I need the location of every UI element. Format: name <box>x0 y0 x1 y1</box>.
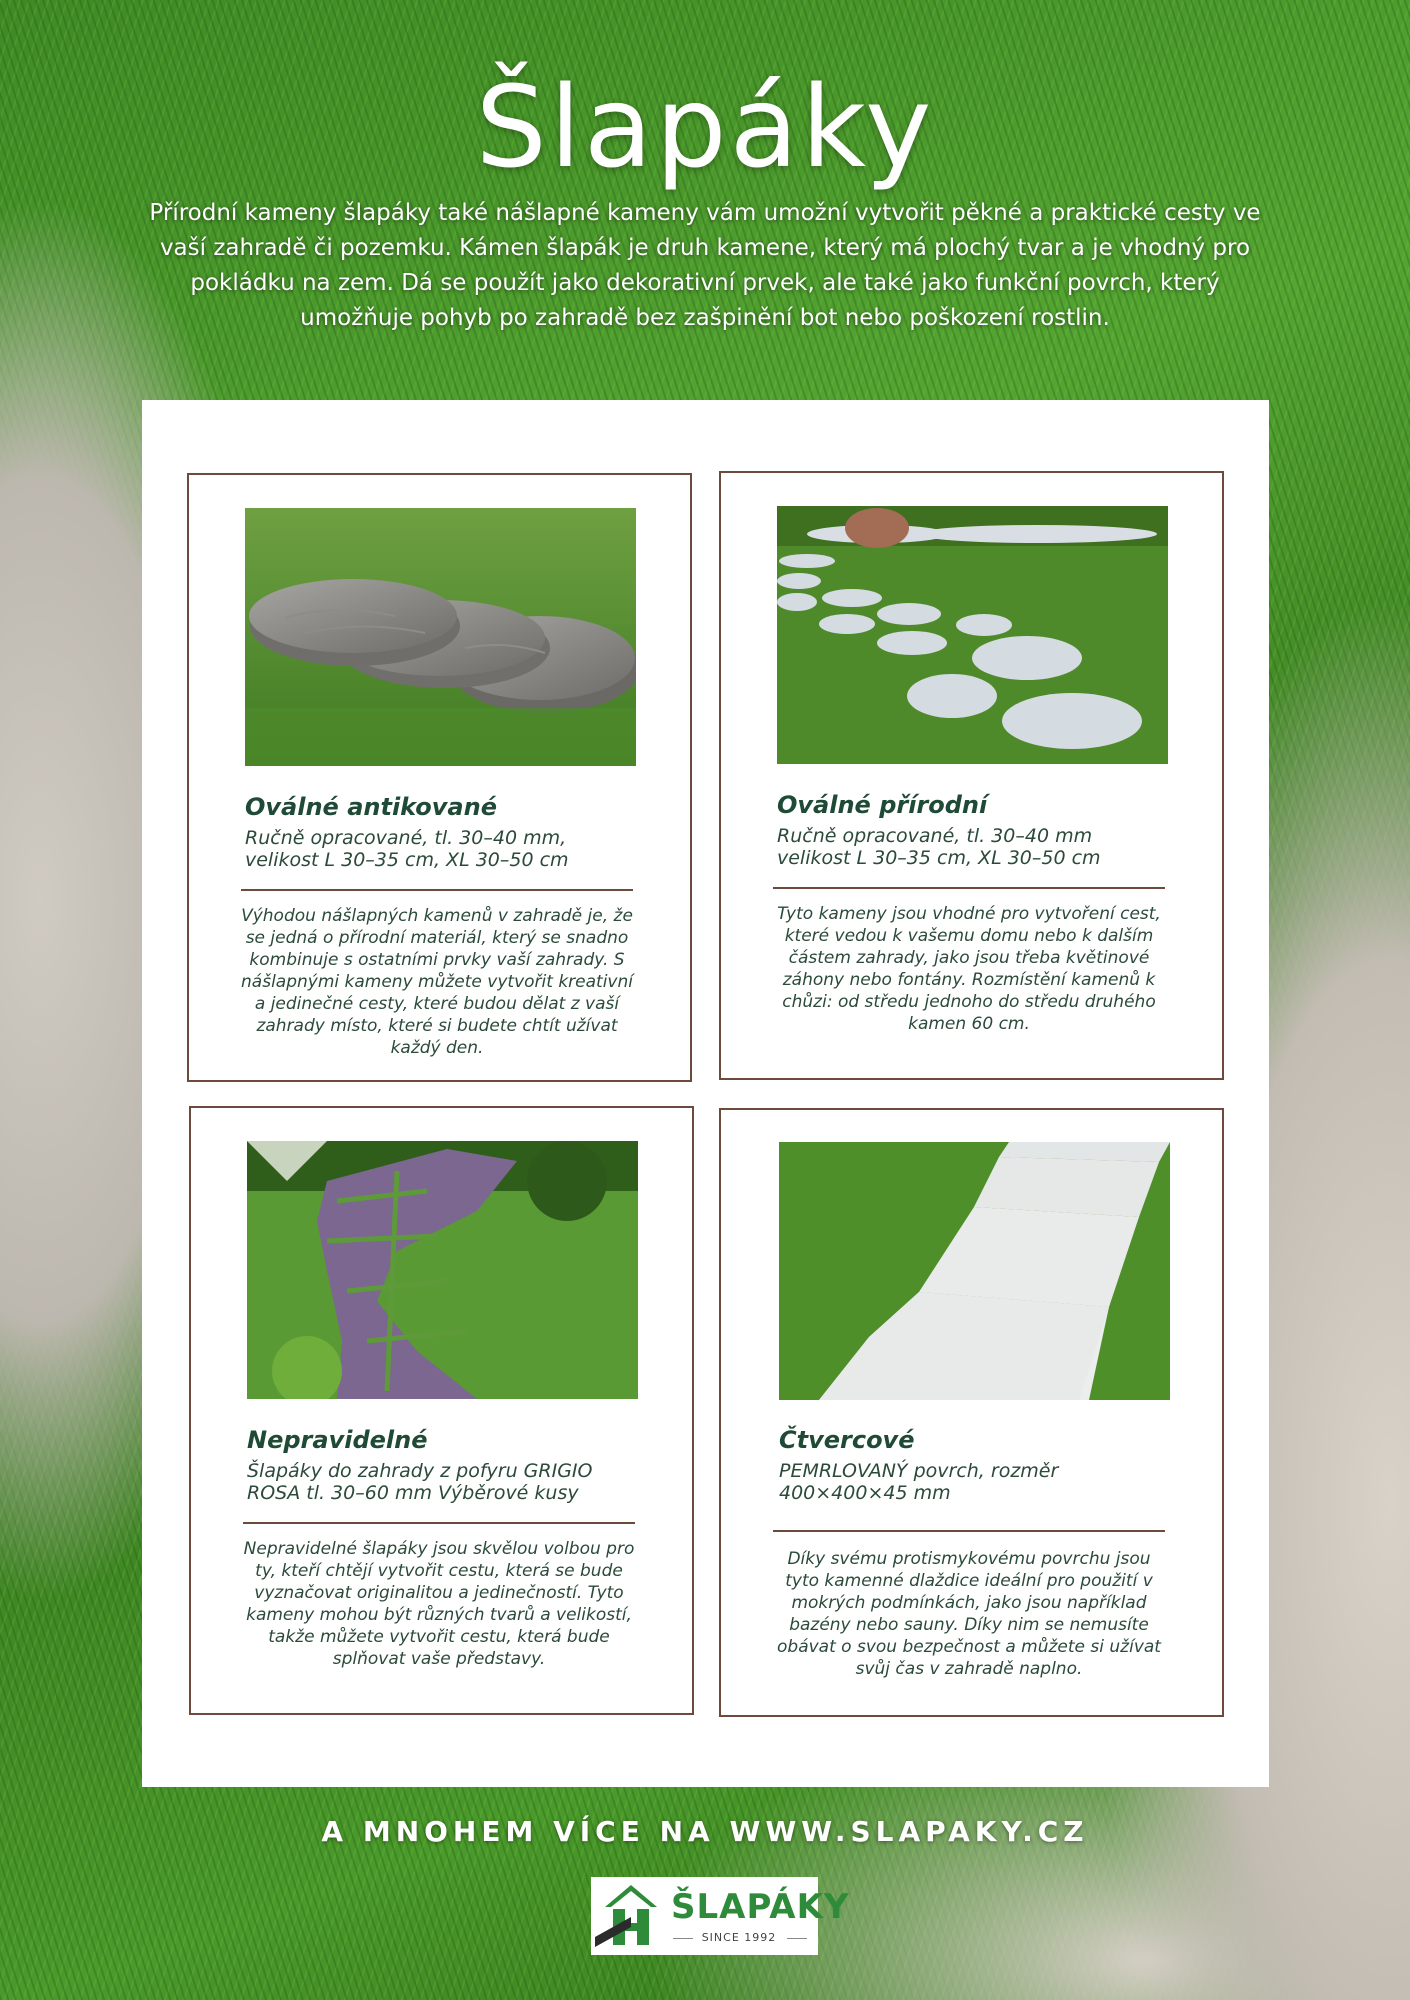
product-title: Oválné přírodní <box>777 791 988 819</box>
product-title: Nepravidelné <box>247 1426 428 1454</box>
logo-wordmark: ŠLAPÁKY <box>671 1887 850 1927</box>
product-description: Nepravidelné šlapáky jsou skvělou volbou pro ty, kteří chtějí vytvořit cestu, která se bude vyznačovat originalitou a jedinečností. Tyto kameny mohou být různých tvarů a velikostí, takže můžete vytvořit cestu, která bude splňovat vaše představy. <box>243 1539 635 1669</box>
product-spec: Ručně opracované, tl. 30–40 mm, velikost L 30–35 cm, XL 30–50 cm <box>245 827 569 871</box>
company-logo <box>591 1877 850 1955</box>
product-spec: Ručně opracované, tl. 30–40 mm velikost L 30–35 cm, XL 30–50 cm <box>777 825 1101 869</box>
product-card-irregular <box>189 1106 694 1715</box>
product-description: Výhodou nášlapných kamenů v zahradě je, že se jedná o přírodní materiál, který se snadno kombinuje s ostatními prvky vaší zahrady. S nášlapnými kameny můžete vytvořit kreativní a jedinečné cesty, které budou dělat z vaší zahrady místo, které si budete chtít užívat každý den. <box>241 906 633 1058</box>
intro-text: Přírodní kameny šlapáky také nášlapné kameny vám umožní vytvořit pěkné a praktické cesty ve vaší zahradě či pozemku. Kámen šlapák je druh kamene, který má plochý tvar a je vhodný pro pokládku na zem. Dá se použít jako dekorativní prvek, ale také jako funkční povrch, který umožňuje pohyb po zahradě bez zašpinění bot nebo poškození rostlin. <box>149 200 1261 331</box>
divider <box>243 1522 635 1524</box>
logo-since: SINCE 1992 <box>701 1931 777 1944</box>
products-panel <box>142 400 1269 1787</box>
product-card-square <box>719 1108 1224 1717</box>
product-card-oval-antique <box>187 473 692 1082</box>
divider <box>773 887 1165 889</box>
product-spec: Šlapáky do zahrady z pofyru GRIGIO ROSA tl. 30–60 mm Výběrové kusy <box>247 1460 593 1504</box>
divider <box>773 1530 1165 1532</box>
product-photo-irregular <box>247 1141 638 1399</box>
product-description: Tyto kameny jsou vhodné pro vytvoření cest, které vedou k vašemu domu nebo k dalším částem zahrady, jako jsou třeba květinové záhony nebo fontány. Rozmístění kamenů k chůzi: od středu jednoho do středu druhého kamen 60 cm. <box>777 904 1161 1034</box>
website-link[interactable]: A MNOHEM VÍCE NA WWW.SLAPAKY.CZ <box>321 1815 1089 1848</box>
product-photo-oval-antique <box>245 508 636 766</box>
product-photo-oval-natural <box>777 506 1168 764</box>
product-description: Díky svému protismykovému povrchu jsou tyto kamenné dlaždice ideální pro použití v mokrých podmínkách, jako jsou například bazény nebo sauny. Díky nim se nemusíte obávat o svou bezpečnost a můžete si užívat svůj čas v zahradě naplno. <box>777 1549 1161 1679</box>
house-logo-icon <box>591 1877 671 1955</box>
product-spec: PEMRLOVANÝ povrch, rozměr 400×400×45 mm <box>779 1460 1059 1504</box>
product-photo-square <box>779 1142 1170 1400</box>
divider <box>241 889 633 891</box>
product-title: Čtvercové <box>779 1426 915 1454</box>
page-title: Šlapáky <box>475 63 935 193</box>
product-card-oval-natural <box>719 471 1224 1080</box>
product-title: Oválné antikované <box>245 793 497 821</box>
